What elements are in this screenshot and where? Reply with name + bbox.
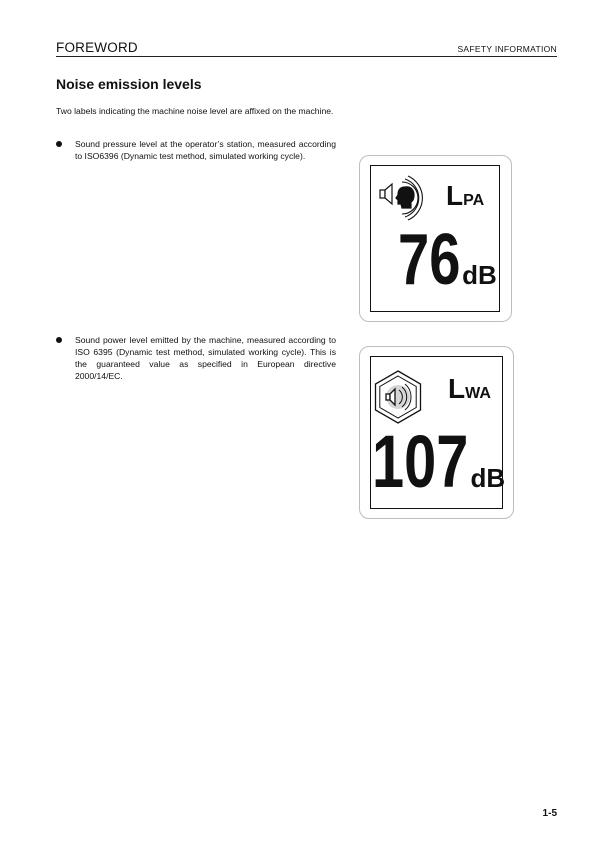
bullet-text: Sound pressure level at the operator’s station, measured according to ISO6396 (Dynamic test method, simulated working cycle).: [75, 139, 336, 161]
header-section-title: FOREWORD: [56, 40, 138, 55]
page-number: 1-5: [542, 808, 557, 819]
noise-value: 76: [398, 220, 461, 300]
section-heading: Noise emission levels: [56, 76, 202, 92]
bullet-item-sound-power: [56, 334, 336, 382]
symbol-main: L: [446, 180, 464, 211]
bullet-text: Sound power level emitted by the machine, measured according to ISO 6395 (Dynamic test method, simulated working cycle). This is the guaranteed value as specified in European directive 2000/14/EC.: [75, 335, 336, 381]
symbol-subscript: PA: [463, 192, 485, 209]
bullet-item-sound-pressure: [56, 138, 336, 162]
noise-unit: dB: [470, 463, 506, 493]
bullet-dot-icon: [56, 337, 62, 343]
label-value-lwa: [372, 420, 506, 503]
label-value-lpa: [398, 220, 497, 300]
label-symbol-lpa: [446, 182, 484, 210]
noise-unit: dB: [462, 260, 497, 290]
noise-label-lwa: [359, 346, 514, 519]
header-category: SAFETY INFORMATION: [457, 44, 557, 54]
symbol-main: L: [448, 373, 466, 404]
label-symbol-lwa: [448, 375, 491, 403]
bullet-dot-icon: [56, 141, 62, 147]
noise-label-lpa: [359, 155, 512, 322]
noise-value: 107: [372, 420, 469, 503]
symbol-subscript: WA: [465, 385, 491, 402]
intro-paragraph: Two labels indicating the machine noise level are affixed on the machine.: [56, 106, 334, 116]
header-divider: [56, 56, 557, 57]
